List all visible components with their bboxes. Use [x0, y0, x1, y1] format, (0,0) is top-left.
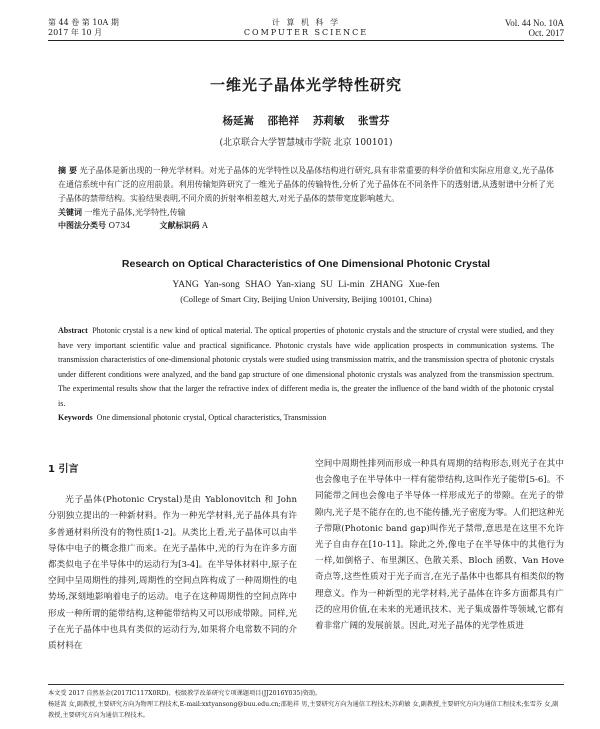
- footnote-funding: 本文受 2017 自然基金(2017IC117X0RD)、校级教学改革研究专项课题项目(JJ2016Y035)资助。: [48, 690, 322, 697]
- running-header: [48, 14, 564, 42]
- keywords-cn: [48, 206, 564, 219]
- affiliation-cn: (北京联合大学智慧城市学院 北京 100101): [219, 138, 393, 148]
- abstract-en-text: Photonic crystal is a new kind of optical material. The optical properties of photonic crystals and the structure of crystal were studied, and they have very important scientific value and practical significance. Photonic crystals have wide application prospects in communication systems. The transmission characteristics of one-dimensional photonic crystals were studied using transmission matrix, and the transmission spectra of photonic crystals under different conditions were analyzed, and the band gap structure of one dimensional photonic crystals was analyzed from the transmission spectrum. The experimental results show that the larger the refractive index of different media is, the greater the influence of the band width of the photonic crystal is.: [58, 326, 555, 408]
- intro-paragraph: 光子晶体(Photonic Crystal)是由 Yablonovitch 和 John 分别独立提出的一种新材料。作为一种光学材料,光子晶体具有许多普通材料所没有的物性质[1-2]。从类比上看,光子晶体可以由半导体中电子的概念推广而来。在光子晶体中,光的行为在许多方面都类似电子在半导体中的运动行为[3-4]。在半导体材料中,原子在空间中呈周期性的排列,周期性的空间点阵构成了一种周期性的电势场,深刻地影响着电子的运动。电子在这种周期性的空间点阵中形成一种所谓的能带结构,这种能带结构又可以形成带隙。同样,光子在光子晶体中也具有类似的运动行为,如果将介电常数不同的介质材料在: [48, 495, 297, 652]
- header-date-en: Oct. 2017: [528, 28, 564, 38]
- abstract-en: [48, 324, 564, 411]
- footnote-authors: 杨延嵩 女,副教授,主要研究方向为物理工程技术,E-mail:xxtyansong@buu.edu.cn;邵艳祥 男,主要研究方向为通信工程技术;苏莉敏 女,副教授,主要研究方向为通信工程技术;张雪芬 女,副教授,主要研究方向为通信工程技术。: [48, 701, 559, 719]
- abstract-cn: [48, 164, 564, 206]
- keywords-cn-label: 关键词: [58, 208, 82, 217]
- clc-value: O734: [108, 221, 131, 230]
- authors-en: YANG Yan-song SHAO Yan-xiang SU Li-min ZHANG Xue-fen: [172, 280, 440, 290]
- body-columns: [48, 456, 564, 654]
- header-date: 2017 年 10 月: [48, 28, 103, 37]
- section-heading: 1 引言: [48, 464, 79, 475]
- footnote: [48, 684, 564, 721]
- affiliation-en: (College of Smart City, Beijing Union University, Beijing 100101, China): [180, 294, 432, 304]
- keywords-en: [48, 411, 564, 424]
- paper-title-en: Research on Optical Characteristics of One Dimensional Photonic Crystal: [121, 258, 491, 270]
- doc-code-label: 文献标识码: [159, 221, 200, 230]
- abstract-en-label: Abstract: [58, 326, 88, 335]
- clc-label: 中图法分类号: [58, 221, 106, 230]
- intro-paragraph-continued: 空间中周期性排列而形成一种具有周期的结构形态,则光子在其中也会像电子在半导体中一样有能带结构,这叫作光子能带[5-6]。不同能带之间也会像电子半导体一样形成光子的带隙。在光子的带隙内,光子是不能存在的,也不能传播,光子密度为零。人们把这种光子带隙(Photonic band gap)叫作光子禁带,意思是在这里不允许光子自由存在[10-11]。除此之外,像电子在半导体中的其他行为一样,如倒格子、布里渊区、色散关系、Bloch 函数、Van Hove 奇点等,这些性质对于光子而言,在光子晶体中也都具有相类似的物理意义。作为一种新型的光学材料,光子晶体在许多方面都具有广泛的应用价值,在未来的光通讯技术、光子集成器件等领域,它都有着非常广阔的发展前景。因此,对光子晶体的光学性质进: [315, 459, 564, 632]
- body-left-column: [48, 456, 297, 654]
- header-journal-cn: 计 算 机 科 学: [271, 18, 341, 27]
- keywords-cn-text: 一维光子晶体,光学特性,传输: [84, 208, 186, 217]
- header-volume-en: Vol. 44 No. 10A: [504, 18, 564, 28]
- header-journal-name: [48, 18, 564, 38]
- authors-cn: 杨延嵩 邵艳祥 苏莉敏 张雪芬: [222, 115, 390, 127]
- keywords-en-text: One dimensional photonic crystal, Optical characteristics, Transmission: [96, 413, 327, 422]
- header-volume: 第 44 卷 第 10A 期: [48, 18, 119, 27]
- header-issue-info-en: [505, 18, 564, 38]
- paper-title-cn: 一维光子晶体光学特性研究: [209, 76, 402, 94]
- abstract-cn-label: 摘 要: [58, 166, 78, 175]
- abstract-cn-text: 光子晶体是新出现的一种光学材料。对光子晶体的光学特性以及晶体结构进行研究,具有非常重要的科学价值和实际应用意义,光子晶体在通信系统中有广泛的应用前景。利用传输矩阵研究了一维光子晶体的传输特性,分析了光子晶体在不同条件下的透射谱,从透射谱中分析了光子晶体的禁带结构。实验结果表明,不同介质的折射率相差越大,对光子晶体的禁带宽度影响越大。: [58, 166, 554, 203]
- body-right-column: [315, 456, 564, 654]
- doc-code-value: A: [202, 221, 208, 230]
- classification-cn: [48, 219, 564, 232]
- header-rule: [48, 40, 564, 41]
- keywords-en-label: Keywords: [58, 413, 93, 422]
- header-journal-en: COMPUTER SCIENCE: [243, 28, 369, 37]
